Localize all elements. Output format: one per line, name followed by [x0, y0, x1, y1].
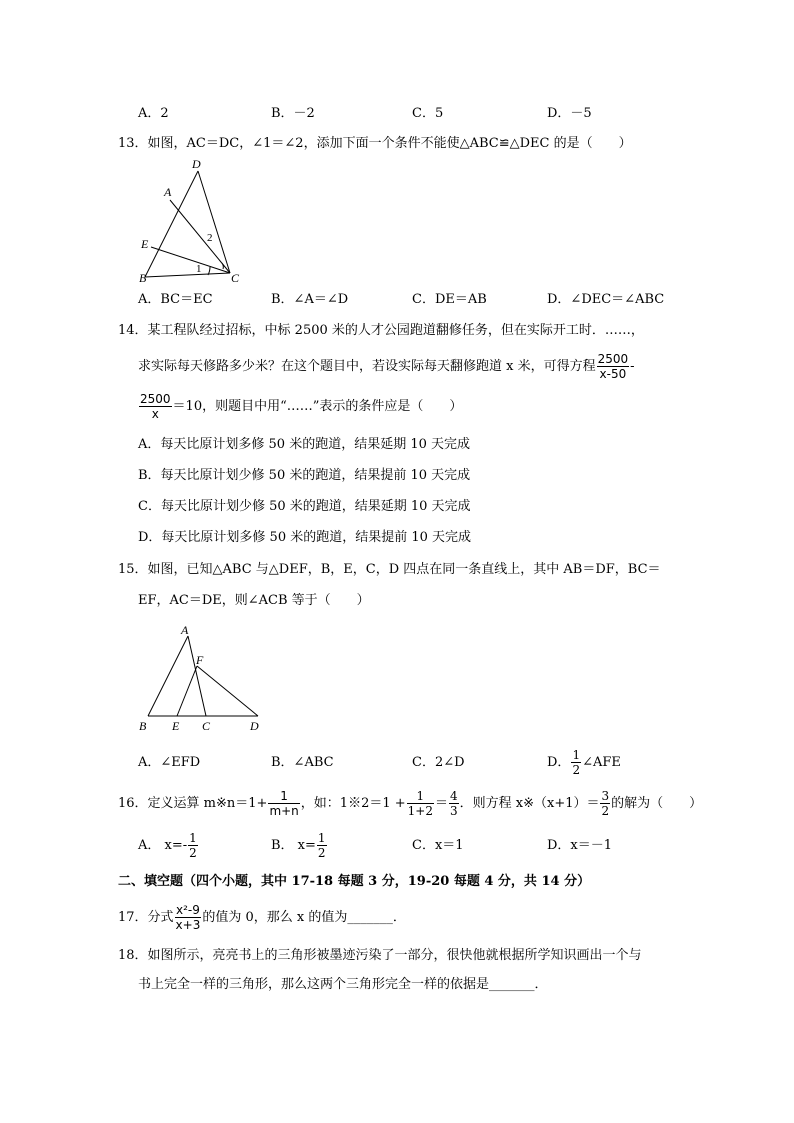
q16-stem	[118, 786, 702, 820]
q15-optd-denominator: 2	[572, 762, 581, 777]
q14-frac2-numerator: 2500	[140, 391, 171, 406]
q14-option-a: A．每天比原计划多修 50 米的跑道，结果延期 10 天完成	[138, 437, 471, 452]
q16-mid-2: ．则方程 x※（x+1）＝	[459, 795, 600, 811]
q16-fraction-4	[600, 790, 610, 817]
q14-frac2-denominator: x	[151, 406, 159, 421]
q13-label-c: C	[231, 271, 240, 285]
q15-figure	[130, 620, 270, 735]
q16-equals: ＝	[434, 795, 448, 811]
q16-fraction-2	[407, 790, 434, 817]
q14-option-d: D．每天比原计划多修 50 米的跑道，结果提前 10 天完成	[138, 530, 472, 545]
q15-option-a: A．∠EFD	[138, 755, 201, 770]
q13-label-d: D	[192, 157, 201, 171]
q13-label-2: 2	[207, 232, 213, 244]
q13-option-d: D．∠DEC＝∠ABC	[547, 292, 665, 307]
q12-option-c: C．5	[412, 106, 444, 121]
q13-stem: 13．如图，AC＝DC，∠1＝∠2，添加下面一个条件不能使△ABC≌△DEC 的是（ ）	[118, 136, 632, 151]
q18-line-1: 18．如图所示，亮亮书上的三角形被墨迹污染了一部分，很快他就根据所学知识画出一个与	[118, 948, 642, 963]
section-2-heading: 二、填空题（四个小题，其中 17-18 每题 3 分，19-20 每题 4 分，共 14 分）	[118, 874, 591, 889]
q16-f2-denominator: 1+2	[407, 803, 433, 818]
q18-line-2: 书上完全一样的三角形，那么这两个三角形完全一样的依据是_______．	[138, 977, 548, 992]
q14-line-3-text: ＝10，则题目中用“……”表示的条件应是（ ）	[172, 398, 463, 414]
q16-prefix: 16．定义运算 m※n＝1+	[118, 795, 268, 811]
q14-frac1-numerator: 2500	[597, 351, 629, 366]
q14-line-1: 14．某工程队经过招标，中标 2500 米的人才公园跑道翻修任务，但在实际开工时．……，	[118, 323, 644, 338]
q15-option-c: C．2∠D	[412, 755, 465, 770]
q16-option-b	[271, 828, 328, 862]
q16-suffix: 的解为（ ）	[611, 795, 703, 811]
q16-f1-numerator: 1	[268, 790, 299, 804]
q14-fraction-1	[597, 353, 630, 380]
q13-option-b: B．∠A＝∠D	[271, 292, 349, 307]
q17-denominator: x+3	[175, 917, 201, 932]
q12-option-d: D．－5	[547, 106, 592, 121]
q15-label-b: B	[139, 719, 147, 733]
q15-option-d-suffix: ∠AFE	[582, 754, 621, 770]
q15-label-f: F	[196, 653, 204, 667]
q13-label-a: A	[164, 185, 172, 199]
q15-label-d: D	[250, 719, 259, 733]
q13-label-e: E	[141, 237, 149, 251]
q16-f3-numerator: 4	[449, 788, 458, 803]
q16-opta-numerator: 1	[189, 830, 197, 845]
q16-f3-denominator: 3	[449, 803, 458, 818]
q14-option-c: C．每天比原计划少修 50 米的跑道，结果延期 10 天完成	[138, 499, 471, 514]
q13-figure	[130, 155, 260, 285]
q13-label-1: 1	[196, 263, 202, 275]
q17-prefix: 17．分式	[118, 909, 174, 925]
q16-f4-numerator: 3	[601, 788, 610, 803]
q16-option-c: C．x＝1	[412, 838, 464, 853]
q17-suffix: 的值为 0，那么 x 的值为_______．	[202, 909, 406, 925]
q16-f4-denominator: 2	[601, 803, 610, 818]
q17-fraction	[175, 904, 202, 931]
q16-option-a-fraction	[188, 832, 198, 859]
q14-frac1-denominator: x-50	[599, 366, 627, 381]
q15-label-e: E	[172, 719, 180, 733]
q16-f2-numerator: 1	[407, 790, 434, 804]
q15-line-1: 15．如图，已知△ABC 与△DEF，B，E，C，D 四点在同一条直线上，其中 AB＝DF，BC＝	[118, 562, 661, 577]
q16-option-b-prefix: B． x=	[271, 837, 316, 853]
q14-fraction-2	[139, 393, 172, 420]
q16-optb-numerator: 1	[317, 830, 326, 845]
q14-minus: -	[630, 358, 635, 374]
q17-numerator: x²-9	[176, 902, 200, 917]
q16-fraction-1	[268, 790, 299, 817]
q16-fraction-3	[449, 790, 459, 817]
q16-option-b-fraction	[317, 832, 327, 859]
q15-option-d-fraction	[571, 749, 581, 776]
q16-optb-denominator: 2	[317, 845, 326, 860]
q13-option-c: C．DE＝AB	[412, 292, 487, 307]
q12-option-b: B．－2	[271, 106, 315, 121]
q15-label-a: A	[181, 623, 189, 637]
q14-option-b: B．每天比原计划少修 50 米的跑道，结果提前 10 天完成	[138, 468, 471, 483]
q15-optd-numerator: 1	[572, 747, 581, 762]
q17-stem	[118, 900, 406, 934]
q13-option-a: A．BC＝EC	[138, 292, 213, 307]
q15-option-d	[547, 745, 621, 779]
q15-line-2: EF，AC＝DE，则∠ACB 等于（ ）	[138, 593, 370, 608]
q12-option-a: A．2	[138, 106, 169, 121]
q15-option-d-prefix: D．	[547, 754, 571, 770]
q16-option-a-prefix: A． x=-	[138, 837, 188, 853]
q16-mid-1: ，如：1※2＝1 +	[300, 795, 406, 811]
q14-line-2-text: 求实际每天修路多少米？在这个题目中，若设实际每天翻修跑道 x 米，可得方程	[138, 358, 596, 374]
q16-option-d: D．x＝－1	[547, 838, 613, 853]
q16-f1-denominator: m+n	[269, 803, 299, 818]
q16-opta-denominator: 2	[189, 845, 197, 860]
q15-option-b: B．∠ABC	[271, 755, 334, 770]
q16-option-a	[138, 828, 199, 862]
q15-label-c: C	[202, 719, 211, 733]
q14-line-2	[138, 349, 635, 383]
q14-line-3	[138, 389, 462, 423]
q13-label-b: B	[139, 271, 147, 285]
